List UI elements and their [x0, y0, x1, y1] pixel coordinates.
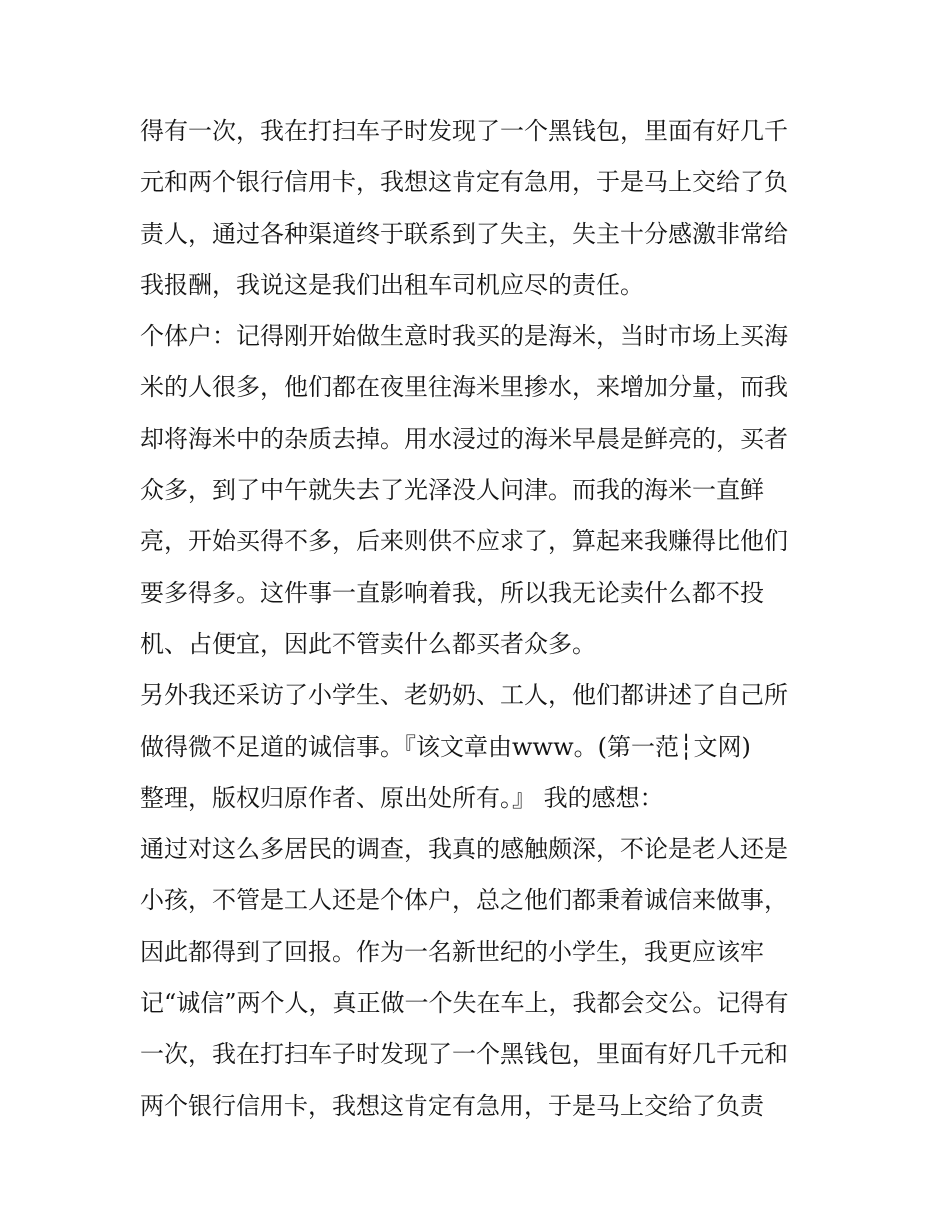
- text-line: 我报酬，我说这是我们出租车司机应尽的责任。: [140, 270, 644, 299]
- text-line: 得有一次，我在打扫车子时发现了一个黑钱包，里面有好几千: [140, 117, 788, 145]
- text-line: 个体户：记得刚开始做生意时我买的是海米，当时市场上买海: [140, 322, 788, 351]
- text-line: 米的人很多，他们都在夜里往海米里掺水，来增加分量，而我: [140, 373, 788, 402]
- text-line: 两个银行信用卡，我想这肯定有急用，于是马上交给了负责: [140, 1091, 764, 1120]
- text-line: 一次，我在打扫车子时发现了一个黑钱包，里面有好几千元和: [140, 1040, 788, 1069]
- text-line: 众多，到了中午就失去了光泽没人问津。而我的海米一直鲜: [140, 476, 764, 505]
- body-text: [140, 106, 820, 1132]
- text-line: 因此都得到了回报。作为一名新世纪的小学生，我更应该牢: [140, 937, 764, 966]
- text-line: 做得微不足道的诚信事。『该文章由www。(第一范┆文网): [140, 732, 751, 761]
- text-line: 机、占便宜，因此不管卖什么都买者众多。: [140, 629, 596, 658]
- text-line: 元和两个银行信用卡，我想这肯定有急用，于是马上交给了负: [140, 168, 788, 197]
- text-line: 小孩，不管是工人还是个体户，总之他们都秉着诚信来做事，: [140, 886, 788, 915]
- text-line: 整理，版权归原作者、原出处所有。』 我的感想：: [140, 783, 664, 812]
- text-line: 另外我还采访了小学生、老奶奶、工人，他们都讲述了自己所: [140, 681, 788, 710]
- text-line: 亮，开始买得不多，后来则供不应求了，算起来我赚得比他们: [140, 527, 788, 556]
- text-line: 记“诚信”两个人，真正做一个失在车上，我都会交公。记得有: [140, 989, 789, 1018]
- text-line: 通过对这么多居民的调查，我真的感触颇深，不论是老人还是: [140, 835, 788, 864]
- text-line: 要多得多。这件事一直影响着我，所以我无论卖什么都不投: [140, 578, 764, 607]
- text-line: 责人，通过各种渠道终于联系到了失主，失主十分感激非常给: [140, 219, 788, 248]
- text-line: 却将海米中的杂质去掉。用水浸过的海米早晨是鲜亮的，买者: [140, 424, 788, 453]
